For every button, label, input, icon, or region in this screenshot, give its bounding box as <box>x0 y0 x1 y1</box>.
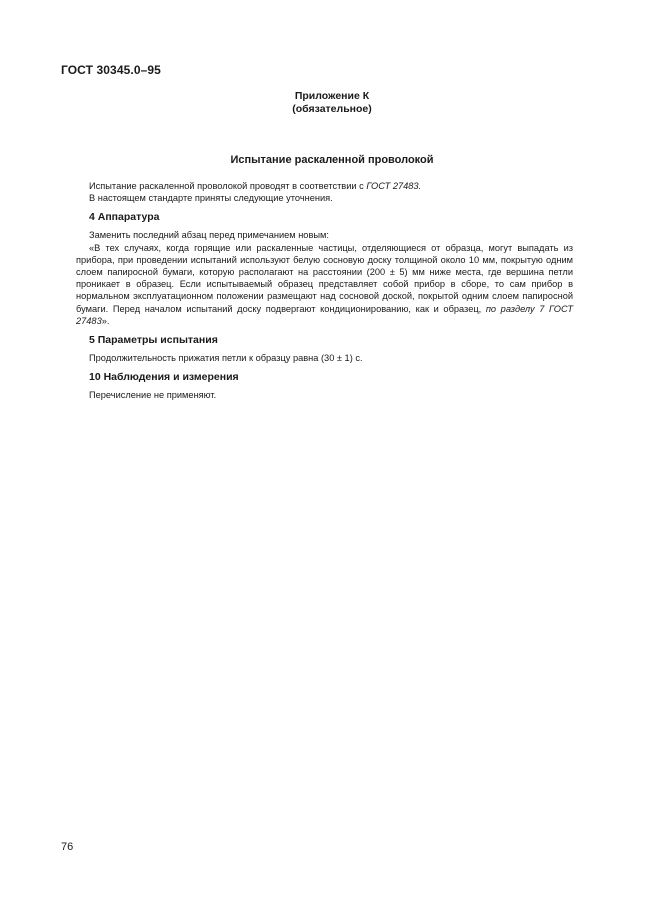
section-4-quote-reference: по разделу 7 ГОСТ 27483 <box>76 303 573 326</box>
page-number: 76 <box>61 841 74 853</box>
section-10-heading: 10 Наблюдения и измерения <box>89 371 239 384</box>
annex-heading <box>0 90 646 116</box>
annex-label: Приложение К <box>294 90 370 102</box>
intro-paragraph-1 <box>76 180 573 192</box>
annex-title-text: Испытание раскаленной проволокой <box>230 154 434 166</box>
section-10-text: Перечисление не применяют. <box>89 390 217 401</box>
intro-paragraph-2: В настоящем стандарте приняты следующие уточнения. <box>89 193 333 204</box>
annex-title <box>0 154 646 166</box>
section-4-quote <box>76 242 573 327</box>
annex-status: (обязательное) <box>292 103 372 115</box>
section-4-quote-text: «В тех случаях, когда горящие или раскаленные частицы, отделяющиеся от образца, могут выпадать из прибора, при проведении испытаний используют белую сосновую доску толщиной около 10 мм, покрытую одним слоем папиросной бумаги, которую располагают на расстоянии (200 ± 5) мм ниже места, где вершина петли проникает в образец. Если испытываемый образец представляет собой прибор в сборе, то сам прибор в нормальном эксплуатационном положении размещают над сосновой доской, покрытой одним слоем папиросной бумаги. Перед началом испытаний доску подвергают кондиционированию, как и образец, <box>76 242 573 314</box>
intro-text: Испытание раскаленной проволокой проводят в соответствии с <box>89 181 367 191</box>
section-5-heading: 5 Параметры испытания <box>89 334 218 347</box>
section-5-text: Продолжительность прижатия петли к образцу равна (30 ± 1) с. <box>89 353 363 364</box>
section-4-lead: Заменить последний абзац перед примечанием новым: <box>89 230 329 241</box>
section-4-quote-end: ». <box>101 315 110 326</box>
document-code: ГОСТ 30345.0–95 <box>61 63 161 77</box>
section-4-heading: 4 Аппаратура <box>89 211 160 224</box>
intro-reference: ГОСТ 27483. <box>366 181 422 191</box>
document-body <box>76 180 573 401</box>
